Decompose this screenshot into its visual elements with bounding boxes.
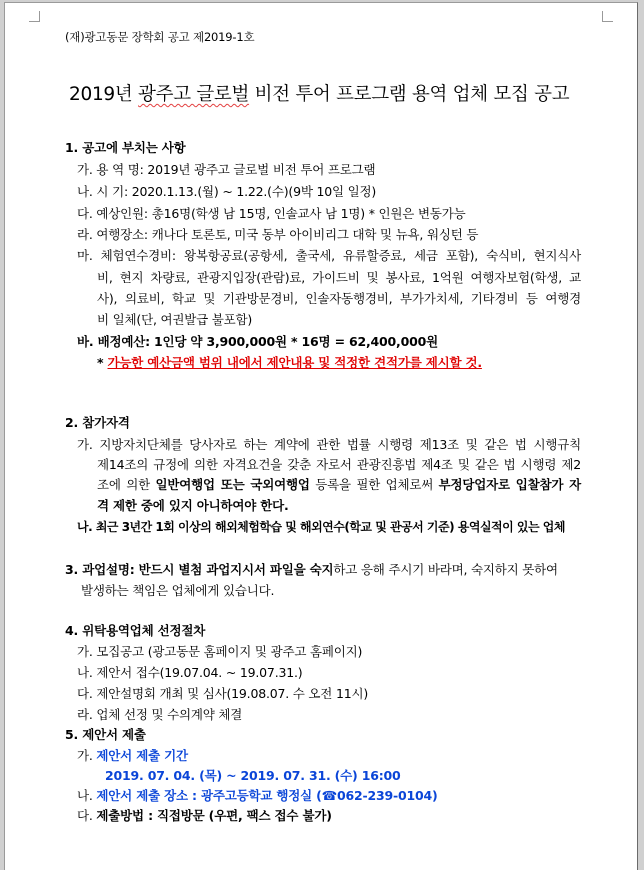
s5-item-na bbox=[77, 786, 437, 804]
s5-ga-text: 제안서 제출 기간 bbox=[96, 748, 188, 763]
s1-item-ma-line1: 마. 체험연수경비: 왕복항공료(공항세, 출국세, 유류할증료, 세금 포함), 숙식비, 현지식사 bbox=[77, 248, 581, 263]
s5-na-text: 제안서 제출 장소 : 광주고등학교 행정실 (☎062-239-0104) bbox=[96, 788, 438, 803]
note-red-text: 가능한 예산금액 범위 내에서 제안내용 및 적정한 견적가를 제시할 것. bbox=[107, 355, 482, 370]
document-title bbox=[69, 80, 569, 106]
s4-item-na: 나. 제안서 접수(19.07.04. ~ 19.07.31.) bbox=[77, 665, 303, 680]
s2-item-ga-line2: 제14조의 규정에 의한 자격요건을 갖춘 자로서 관광진흥법 제4조 및 같은 법 시행령 제2 bbox=[97, 457, 581, 472]
s5-ga-marker: 가. bbox=[77, 748, 97, 763]
title-suffix: 비전 투어 프로그램 용역 업체 모집 공고 bbox=[249, 84, 570, 105]
s2-ga3-part-d: 부정당업자로 입찰참가 자 bbox=[438, 477, 581, 492]
s2-ga3-part-a: 조에 의한 bbox=[97, 477, 156, 492]
s4-item-da: 다. 제안설명회 개최 및 심사(19.08.07. 수 오전 11시) bbox=[77, 686, 369, 701]
s2-item-ga-line3 bbox=[97, 475, 581, 493]
s1-item-ba: 바. 배정예산: 1인당 약 3,900,000원 * 16명 = 62,400,000원 bbox=[77, 334, 438, 349]
s5-da-text: 제출방법 : 직접방문 (우편, 팩스 접수 불가) bbox=[96, 808, 332, 823]
section-5-heading: 5. 제안서 제출 bbox=[65, 727, 146, 742]
s1-item-ma-line2: 비, 현지 차량료, 관광지입장(관람)료, 가이드비 및 봉사료, 1억원 여행자보험(학생, 교 bbox=[97, 270, 581, 285]
s5-item-ga bbox=[77, 746, 188, 764]
s1-item-ma-line3: 사), 의료비, 학교 및 기관방문경비, 인솔자동행경비, 부가가치세, 기타경비 등 여행경 bbox=[97, 291, 581, 306]
note-star: * bbox=[97, 355, 108, 370]
s4-item-ra: 라. 업체 선정 및 수의계약 체결 bbox=[77, 707, 243, 722]
s1-item-ra: 라. 여행장소: 캐나다 토론토, 미국 동부 아이비리그 대학 및 뉴욕, 워싱턴 등 bbox=[77, 227, 479, 242]
s2-ga3-part-c: 등록을 필한 업체로써 bbox=[309, 477, 439, 492]
title-spellcheck-word: 광주고 글로벌 bbox=[138, 84, 250, 105]
section-3-line1 bbox=[65, 560, 558, 578]
s1-item-ga: 가. 용 역 명: 2019년 광주고 글로벌 비전 투어 프로그램 bbox=[77, 162, 376, 177]
s1-item-ma-line4: 비 일체(단, 여권발급 불포함) bbox=[97, 312, 253, 327]
s5-na-marker: 나. bbox=[77, 788, 97, 803]
section-3-line2: 발생하는 책임은 업체에게 있습니다. bbox=[81, 583, 275, 598]
s1-item-na: 나. 시 기: 2020.1.13.(월) ~ 1.22.(수)(9박 10일 일정) bbox=[77, 184, 377, 199]
notice-number: (재)광고동문 장학회 공고 제2019-1호 bbox=[65, 30, 255, 44]
s3-bold-text: 3. 과업설명: 반드시 별첨 과업지시서 파일을 숙지 bbox=[65, 562, 334, 577]
s2-ga3-part-b: 일반여행업 또는 국외여행업 bbox=[155, 477, 310, 492]
s5-period: 2019. 07. 04. (목) ~ 2019. 07. 31. (수) 16:00 bbox=[105, 768, 401, 783]
s3-normal-text: 하고 응해 주시기 바라며, 숙지하지 못하여 bbox=[333, 562, 558, 577]
s1-note bbox=[97, 353, 482, 371]
document-page bbox=[4, 2, 638, 870]
section-1-heading: 1. 공고에 부치는 사항 bbox=[65, 140, 186, 155]
margin-corner-mark bbox=[29, 11, 40, 22]
s5-da-marker: 다. bbox=[77, 808, 97, 823]
s2-item-na: 나. 최근 3년간 1회 이상의 해외체험학습 및 해외연수(학교 및 관공서 기준) 용역실적이 있는 업체 bbox=[77, 520, 565, 534]
s5-item-da bbox=[77, 806, 332, 824]
s1-item-da: 다. 예상인원: 총16명(학생 남 15명, 인솔교사 남 1명) * 인원은 변동가능 bbox=[77, 206, 466, 221]
section-4-heading: 4. 위탁용역업체 선정절차 bbox=[65, 623, 206, 638]
title-prefix: 2019년 bbox=[69, 84, 139, 105]
section-2-heading: 2. 참가자격 bbox=[65, 415, 130, 430]
margin-corner-mark bbox=[602, 11, 613, 22]
s4-item-ga: 가. 모집공고 (광고동문 홈페이지 및 광주고 홈페이지) bbox=[77, 644, 363, 659]
s2-item-ga-line4: 격 제한 중에 있지 아니하여야 한다. bbox=[97, 498, 289, 513]
s2-item-ga-line1: 가. 지방자치단체를 당사자로 하는 계약에 관한 법률 시행령 제13조 및 같은 법 시행규칙 bbox=[77, 437, 581, 452]
